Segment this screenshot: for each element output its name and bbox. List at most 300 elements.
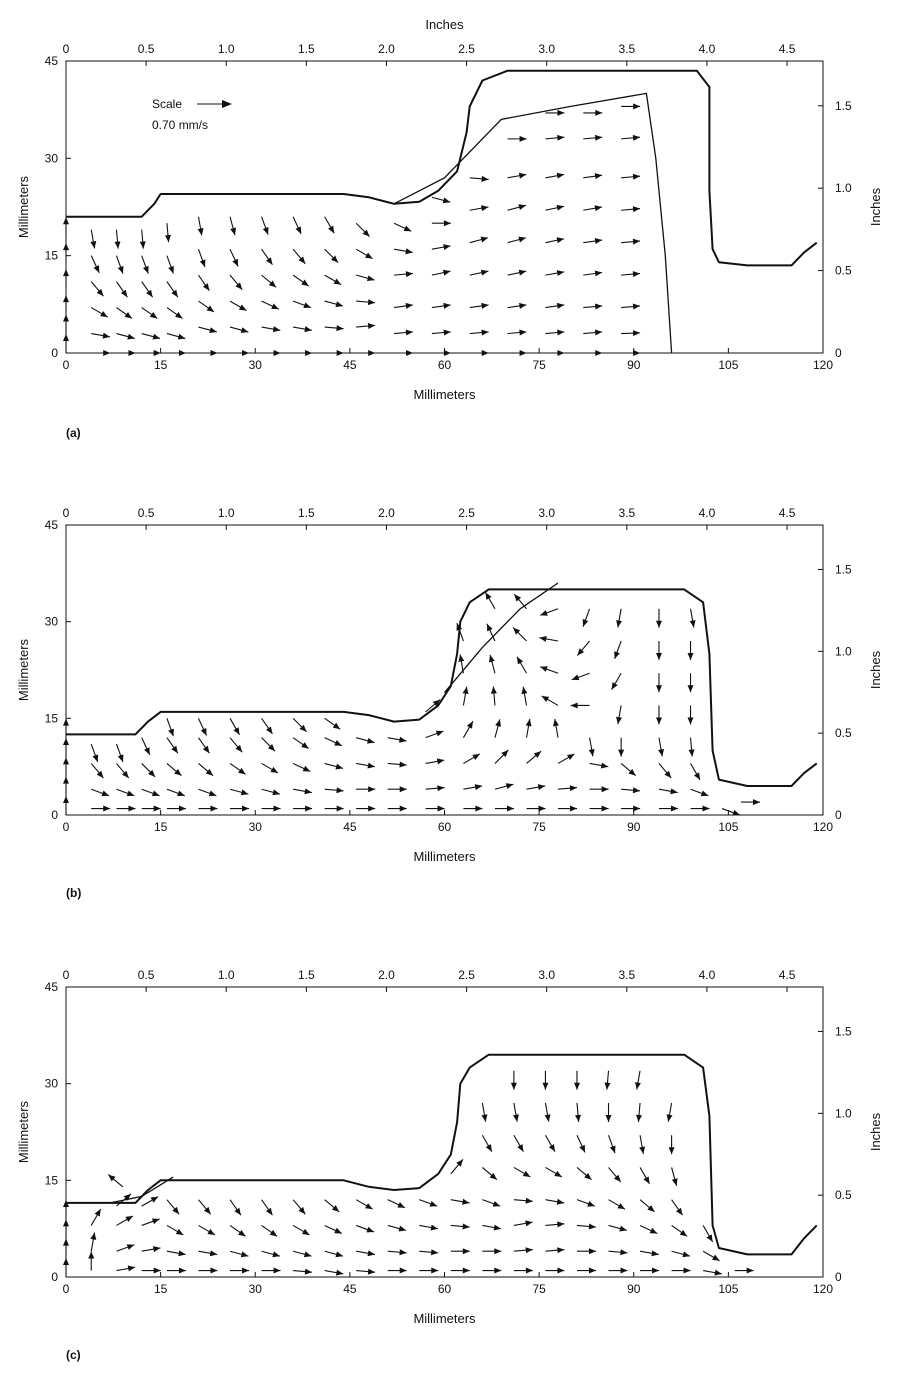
velocity-vector: [116, 763, 128, 778]
vector-head: [643, 1176, 649, 1184]
vector-head: [539, 806, 546, 812]
vector-head: [405, 303, 412, 309]
vector-head: [658, 749, 664, 756]
velocity-vector: [545, 1199, 564, 1205]
vector-head: [179, 1268, 186, 1274]
velocity-vector: [419, 1225, 438, 1231]
velocity-vector: [356, 786, 375, 792]
velocity-vector: [91, 350, 110, 356]
vector-head: [274, 1268, 281, 1274]
velocity-vector: [394, 303, 413, 309]
velocity-vector: [656, 641, 662, 660]
velocity-vector: [116, 350, 135, 356]
vector-head: [63, 1239, 69, 1246]
x2-tick-label: 1.5: [298, 968, 315, 982]
velocity-vector: [639, 1135, 645, 1154]
velocity-vector: [142, 789, 160, 796]
y2-tick-label: 1.0: [835, 1106, 852, 1121]
velocity-vector: [508, 136, 527, 142]
velocity-vector: [198, 763, 213, 775]
velocity-vector: [688, 705, 694, 724]
velocity-vector: [198, 249, 205, 267]
vector-head: [121, 290, 127, 297]
vector-head: [125, 1216, 133, 1222]
velocity-vector: [293, 350, 312, 356]
velocity-vector: [63, 796, 69, 815]
velocity-vector: [91, 744, 98, 762]
vector-head: [150, 312, 157, 318]
vector-head: [368, 786, 375, 792]
velocity-vector: [167, 1250, 186, 1256]
velocity-vector: [508, 237, 526, 243]
vector-head: [467, 721, 473, 729]
velocity-vector: [356, 275, 374, 281]
velocity-vector: [735, 1268, 754, 1274]
vector-head: [494, 1268, 501, 1274]
vector-head: [595, 110, 602, 116]
velocity-vector: [590, 786, 609, 792]
velocity-vector: [508, 329, 527, 335]
vector-head: [587, 1201, 595, 1207]
vector-head: [684, 1268, 691, 1274]
x2-tick-label: 4.5: [778, 506, 796, 520]
vector-head: [542, 696, 550, 702]
vector-head: [153, 1246, 160, 1252]
vector-head: [475, 784, 482, 790]
velocity-vector: [545, 303, 564, 309]
vector-head: [481, 205, 488, 211]
velocity-vector: [609, 1200, 625, 1210]
velocity-vector: [356, 350, 375, 356]
vector-head: [274, 350, 281, 356]
vector-head: [400, 786, 407, 792]
vector-head: [63, 315, 69, 322]
vector-head: [481, 270, 488, 276]
vector-head: [633, 103, 640, 109]
vector-head: [171, 746, 177, 753]
x2-tick-label: 2.5: [458, 506, 475, 520]
velocity-vector: [514, 1198, 533, 1204]
velocity-vector: [116, 1194, 131, 1206]
vector-head: [517, 657, 523, 665]
vector-head: [337, 350, 344, 356]
velocity-vector: [325, 806, 344, 812]
velocity-vector: [609, 1249, 628, 1255]
y-tick-label: 15: [44, 248, 58, 263]
velocity-vector: [356, 1250, 375, 1256]
velocity-vector: [691, 806, 710, 812]
velocity-vector: [426, 806, 445, 812]
panel-b: [16, 506, 883, 900]
velocity-vector: [230, 1200, 241, 1216]
velocity-vector: [583, 173, 602, 179]
vector-head: [595, 205, 602, 211]
velocity-vector: [142, 763, 155, 776]
vector-head: [103, 333, 110, 339]
vector-head: [618, 750, 624, 757]
velocity-vector: [451, 1199, 470, 1205]
velocity-vector: [388, 786, 407, 792]
vector-head: [542, 1083, 548, 1090]
velocity-vector: [262, 301, 279, 309]
vector-head: [602, 786, 609, 792]
velocity-vector: [604, 1071, 610, 1090]
velocity-vector: [230, 806, 249, 812]
vector-head: [430, 1201, 438, 1207]
velocity-vector: [432, 197, 450, 203]
velocity-vector: [116, 744, 123, 762]
x2-tick-label: 4.5: [778, 968, 796, 982]
vector-head: [101, 791, 109, 797]
velocity-vector: [325, 1225, 342, 1233]
velocity-vector: [583, 329, 602, 335]
vector-head: [606, 1115, 612, 1122]
velocity-vector: [451, 1248, 470, 1254]
velocity-vector: [621, 350, 640, 356]
vector-head: [714, 1270, 721, 1276]
velocity-vector: [63, 269, 69, 288]
velocity-vector: [577, 1135, 585, 1152]
velocity-vector: [485, 592, 495, 608]
x2-tick-label: 2.5: [458, 42, 475, 56]
y2-tick-label: 1.0: [835, 181, 852, 196]
velocity-vector: [293, 763, 310, 771]
y-tick-label: 0: [51, 808, 58, 822]
velocity-vector: [545, 1167, 561, 1177]
velocity-vector: [451, 1268, 470, 1274]
x-tick-label: 60: [437, 358, 452, 372]
vector-head: [168, 266, 174, 274]
velocity-vector: [690, 609, 696, 628]
velocity-vector: [356, 249, 372, 258]
vector-head: [557, 270, 564, 276]
vector-head: [523, 1171, 531, 1177]
velocity-vector: [262, 1225, 278, 1236]
vector-head: [368, 806, 375, 812]
velocity-vector: [394, 271, 413, 277]
velocity-vector: [142, 1268, 161, 1274]
velocity-vector: [63, 334, 69, 353]
vector-head: [557, 237, 564, 243]
velocity-vector: [230, 217, 236, 235]
vector-head: [210, 1268, 217, 1274]
velocity-vector: [470, 237, 488, 243]
velocity-vector: [63, 1219, 69, 1238]
velocity-vector: [577, 641, 589, 656]
velocity-vector: [618, 738, 624, 757]
vector-head: [200, 259, 206, 267]
velocity-vector: [482, 1225, 501, 1231]
vector-head: [171, 290, 177, 297]
vector-head: [616, 620, 622, 627]
velocity-vector: [482, 1268, 501, 1274]
velocity-vector: [167, 806, 186, 812]
vector-head: [203, 746, 209, 753]
vector-head: [337, 806, 344, 812]
velocity-vector: [621, 206, 640, 212]
velocity-vector: [262, 350, 281, 356]
velocity-vector: [116, 1266, 135, 1272]
velocity-vector: [198, 301, 214, 312]
velocity-vector: [583, 270, 602, 276]
velocity-vector: [656, 673, 662, 692]
vector-head: [302, 1229, 310, 1235]
vector-head: [436, 731, 444, 737]
vector-head: [305, 350, 312, 356]
velocity-vector: [142, 738, 150, 755]
velocity-vector: [230, 275, 242, 290]
y2-tick-label: 1.5: [835, 562, 852, 577]
vector-head: [472, 754, 480, 760]
velocity-vector: [741, 799, 760, 805]
vector-head: [549, 1144, 555, 1152]
velocity-vector: [621, 135, 640, 141]
vector-head: [207, 1229, 215, 1235]
y-tick-label: 45: [44, 54, 58, 68]
velocity-vector: [545, 135, 564, 141]
vector-head: [554, 1171, 562, 1177]
velocity-vector: [703, 1225, 713, 1241]
velocity-vector: [583, 110, 602, 116]
vector-head: [635, 1082, 641, 1089]
velocity-vector: [198, 217, 204, 236]
velocity-vector: [621, 103, 640, 109]
velocity-vector: [116, 256, 123, 274]
vector-head: [633, 330, 640, 336]
velocity-vector: [577, 1200, 595, 1207]
vector-head: [63, 796, 69, 803]
velocity-vector: [621, 806, 640, 812]
velocity-vector: [514, 1268, 533, 1274]
vector-head: [238, 1230, 245, 1236]
velocity-vector: [325, 301, 343, 307]
vector-head: [557, 205, 564, 211]
velocity-vector: [419, 1200, 437, 1207]
vector-head: [557, 173, 564, 179]
velocity-vector: [470, 329, 489, 335]
scale-label: Scale: [152, 97, 183, 111]
vector-head: [179, 806, 186, 812]
vector-head: [63, 269, 69, 276]
vector-head: [146, 290, 152, 297]
velocity-vector: [432, 303, 451, 309]
velocity-vector: [388, 1268, 407, 1274]
vector-head: [670, 788, 677, 794]
velocity-vector: [577, 1167, 592, 1179]
velocity-vector: [703, 1251, 719, 1261]
velocity-vector: [325, 787, 344, 793]
velocity-vector: [614, 641, 621, 659]
vector-head: [400, 806, 407, 812]
velocity-vector: [293, 301, 311, 308]
velocity-vector: [545, 1103, 551, 1122]
velocity-vector: [470, 270, 489, 276]
vector-head: [539, 636, 546, 642]
vector-head: [688, 717, 694, 724]
velocity-vector: [167, 256, 174, 274]
velocity-vector: [659, 806, 678, 812]
velocity-vector: [230, 718, 240, 734]
vector-head: [90, 1233, 96, 1240]
velocity-vector: [116, 308, 132, 319]
vector-head: [557, 350, 564, 356]
vector-head: [437, 758, 444, 764]
velocity-vector: [545, 1221, 564, 1227]
velocity-vector: [388, 806, 407, 812]
velocity-vector: [198, 275, 209, 291]
vector-head: [557, 1199, 564, 1205]
vector-head: [63, 777, 69, 784]
vector-head: [242, 806, 249, 812]
velocity-vector: [167, 789, 185, 796]
velocity-vector: [230, 249, 238, 266]
vector-head: [444, 350, 451, 356]
velocity-vector: [609, 1167, 621, 1182]
vector-head: [63, 1219, 69, 1226]
velocity-vector: [230, 301, 246, 311]
x-tick-label: 30: [248, 358, 262, 372]
velocity-vector: [230, 327, 248, 333]
velocity-vector: [583, 609, 590, 627]
velocity-vector: [108, 1175, 123, 1187]
velocity-vector: [394, 329, 413, 335]
x2-tick-label: 3.5: [618, 506, 636, 520]
velocity-vector: [667, 1103, 673, 1122]
velocity-vector: [527, 806, 546, 812]
vector-head: [405, 248, 412, 254]
vector-head: [540, 666, 548, 672]
vector-head: [154, 806, 161, 812]
velocity-vector: [262, 326, 281, 332]
velocity-vector: [545, 205, 564, 211]
velocity-vector: [621, 271, 640, 277]
velocity-vector: [583, 238, 602, 244]
vector-head: [694, 772, 700, 780]
vector-head: [63, 334, 69, 341]
velocity-vector: [481, 1103, 487, 1122]
velocity-vector: [545, 329, 564, 335]
velocity-vector: [609, 1135, 616, 1153]
panel-label: (b): [66, 886, 82, 900]
velocity-vector: [482, 1248, 501, 1254]
velocity-vector: [640, 1250, 659, 1256]
velocity-vector: [388, 1249, 407, 1255]
velocity-vector: [419, 1268, 438, 1274]
velocity-vector: [583, 135, 602, 141]
velocity-vector: [356, 299, 375, 305]
vector-head: [103, 806, 110, 812]
x2-tick-label: 1.0: [217, 506, 235, 520]
y-tick-label: 45: [44, 518, 58, 532]
panel-c: [16, 968, 883, 1362]
vector-head: [676, 1208, 682, 1215]
velocity-vector: [432, 329, 451, 335]
x-tick-label: 15: [153, 358, 168, 372]
velocity-vector: [508, 173, 527, 179]
velocity-vector: [142, 1219, 160, 1226]
velocity-vector: [325, 1270, 344, 1276]
velocity-vector: [659, 763, 671, 778]
velocity-vector: [63, 1239, 69, 1258]
velocity-vector: [293, 217, 301, 234]
velocity-vector: [495, 783, 513, 789]
velocity-vector: [640, 1200, 655, 1212]
x2-tick-label: 2.5: [458, 968, 475, 982]
x-tick-label: 90: [627, 1282, 641, 1296]
vector-head: [266, 257, 272, 264]
vector-head: [525, 1220, 532, 1226]
velocity-vector: [63, 315, 69, 334]
vector-head: [520, 136, 527, 142]
vector-head: [493, 1201, 501, 1207]
vector-head: [178, 1250, 185, 1256]
y-axis-label: Millimeters: [16, 175, 31, 239]
vector-head: [100, 311, 108, 317]
x-axis-label: Millimeters: [413, 387, 476, 402]
velocity-vector: [583, 205, 602, 211]
vector-head: [266, 726, 272, 733]
velocity-vector: [621, 174, 640, 180]
x2-tick-label: 1.0: [217, 42, 235, 56]
velocity-vector: [91, 763, 103, 778]
velocity-vector: [606, 1103, 612, 1122]
velocity-vector: [545, 237, 564, 243]
velocity-vector: [426, 758, 445, 764]
vector-head: [481, 1114, 487, 1121]
x2-tick-label: 4.0: [698, 506, 716, 520]
velocity-vector: [517, 657, 527, 673]
vector-head: [540, 610, 548, 616]
vector-head: [595, 350, 602, 356]
vector-head: [63, 1258, 69, 1265]
x2-tick-label: 4.0: [698, 968, 716, 982]
velocity-vector: [142, 334, 160, 340]
velocity-vector: [356, 1200, 372, 1210]
vector-head: [656, 717, 662, 724]
vector-head: [485, 592, 491, 600]
x-tick-label: 30: [248, 820, 262, 834]
vector-head: [567, 754, 575, 760]
velocity-vector: [230, 1251, 248, 1257]
x2-tick-label: 0: [62, 968, 70, 982]
vector-head: [128, 350, 135, 356]
vector-head: [688, 653, 694, 660]
velocity-vector: [293, 326, 312, 332]
velocity-vector: [672, 1225, 688, 1236]
x-tick-label: 105: [718, 820, 739, 834]
velocity-vector: [325, 350, 344, 356]
vector-head: [63, 757, 69, 764]
velocity-vector: [426, 785, 445, 791]
vector-head: [242, 350, 249, 356]
vector-head: [703, 806, 710, 812]
vector-head: [482, 350, 489, 356]
vector-head: [127, 791, 135, 797]
velocity-vector: [63, 738, 69, 757]
velocity-vector: [470, 350, 489, 356]
velocity-vector: [432, 350, 451, 356]
vector-head: [443, 270, 450, 276]
vector-head: [301, 742, 308, 748]
vector-head: [614, 651, 620, 659]
vector-head: [458, 655, 464, 662]
vector-head: [545, 1114, 551, 1121]
velocity-vector: [394, 248, 413, 254]
velocity-vector: [514, 1220, 533, 1226]
velocity-vector: [636, 1103, 642, 1122]
part-outline: [66, 589, 817, 786]
vector-head: [90, 241, 96, 248]
